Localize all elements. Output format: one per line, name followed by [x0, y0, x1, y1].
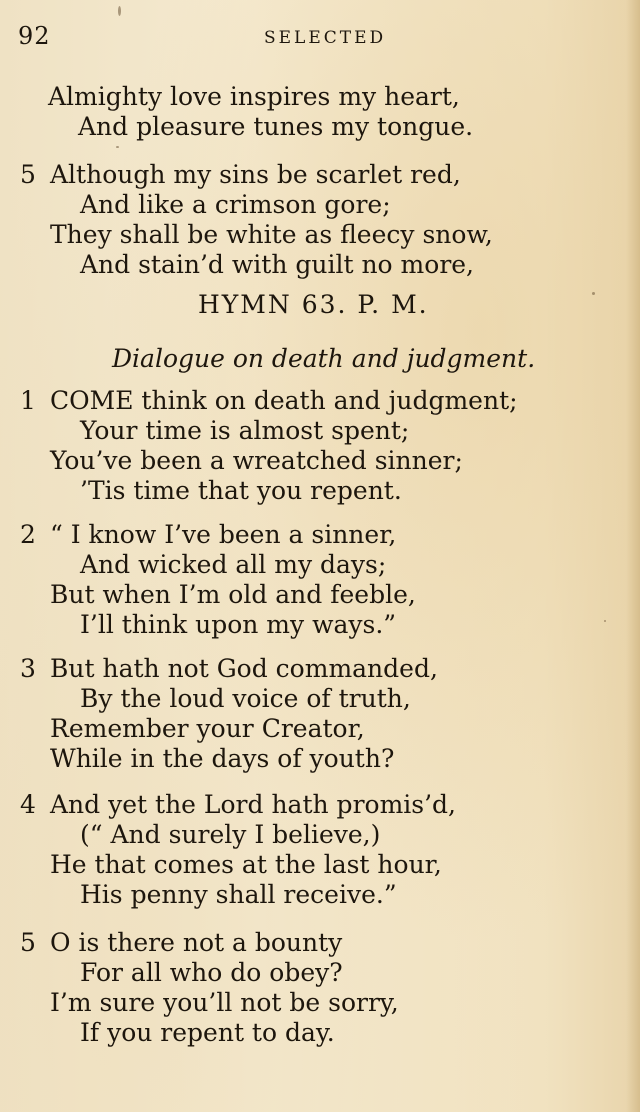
verse-line: You’ve been a wreatched sinner; [50, 446, 463, 475]
verse-line: While in the days of youth? [50, 744, 395, 773]
running-head: SELECTED [264, 28, 387, 48]
paper-speck [116, 146, 119, 148]
stanza-number: 5 [20, 160, 36, 189]
verse-line: (“ And surely I believe,) [80, 820, 381, 849]
verse-line: Remember your Creator, [50, 714, 365, 743]
paper-speck [118, 6, 121, 16]
verse-line: COME think on death and judgment; [50, 386, 518, 415]
verse-line: I’ll think upon my ways.” [80, 610, 397, 639]
verse-line: And wicked all my days; [80, 550, 387, 579]
verse-line: He that comes at the last hour, [50, 850, 442, 879]
verse-line: And stain’d with guilt no more, [80, 250, 475, 279]
page-edge-shadow [626, 0, 640, 1112]
stanza-number: 5 [20, 928, 36, 957]
verse-line: And pleasure tunes my tongue. [78, 112, 474, 141]
verse-line: Your time is almost spent; [80, 416, 410, 445]
verse-line: Almighty love inspires my heart, [48, 82, 460, 111]
verse-line: By the loud voice of truth, [80, 684, 411, 713]
verse-line: And like a crimson gore; [80, 190, 391, 219]
stanza-number: 1 [20, 386, 36, 415]
verse-line: For all who do obey? [80, 958, 343, 987]
verse-line: They shall be white as fleecy snow, [50, 220, 493, 249]
stanza-number: 4 [20, 790, 36, 819]
stanza-number: 2 [20, 520, 36, 549]
verse-line: ’Tis time that you repent. [80, 476, 402, 505]
verse-line: “ I know I’ve been a sinner, [50, 520, 397, 549]
paper-speck [604, 620, 606, 622]
verse-line: And yet the Lord hath promis’d, [50, 790, 456, 819]
paper-speck [592, 292, 595, 295]
hymn-subtitle: Dialogue on death and judgment. [112, 344, 536, 373]
verse-line: Although my sins be scarlet red, [50, 160, 461, 189]
verse-line: His penny shall receive.” [80, 880, 397, 909]
verse-line: If you repent to day. [80, 1018, 335, 1047]
stanza-number: 3 [20, 654, 36, 683]
verse-line: O is there not a bounty [50, 928, 343, 957]
page-number: 92 [18, 22, 51, 50]
verse-line: I’m sure you’ll not be sorry, [50, 988, 399, 1017]
verse-line: But when I’m old and feeble, [50, 580, 416, 609]
hymn-title: HYMN 63. P. M. [198, 290, 429, 319]
verse-line: But hath not God commanded, [50, 654, 438, 683]
